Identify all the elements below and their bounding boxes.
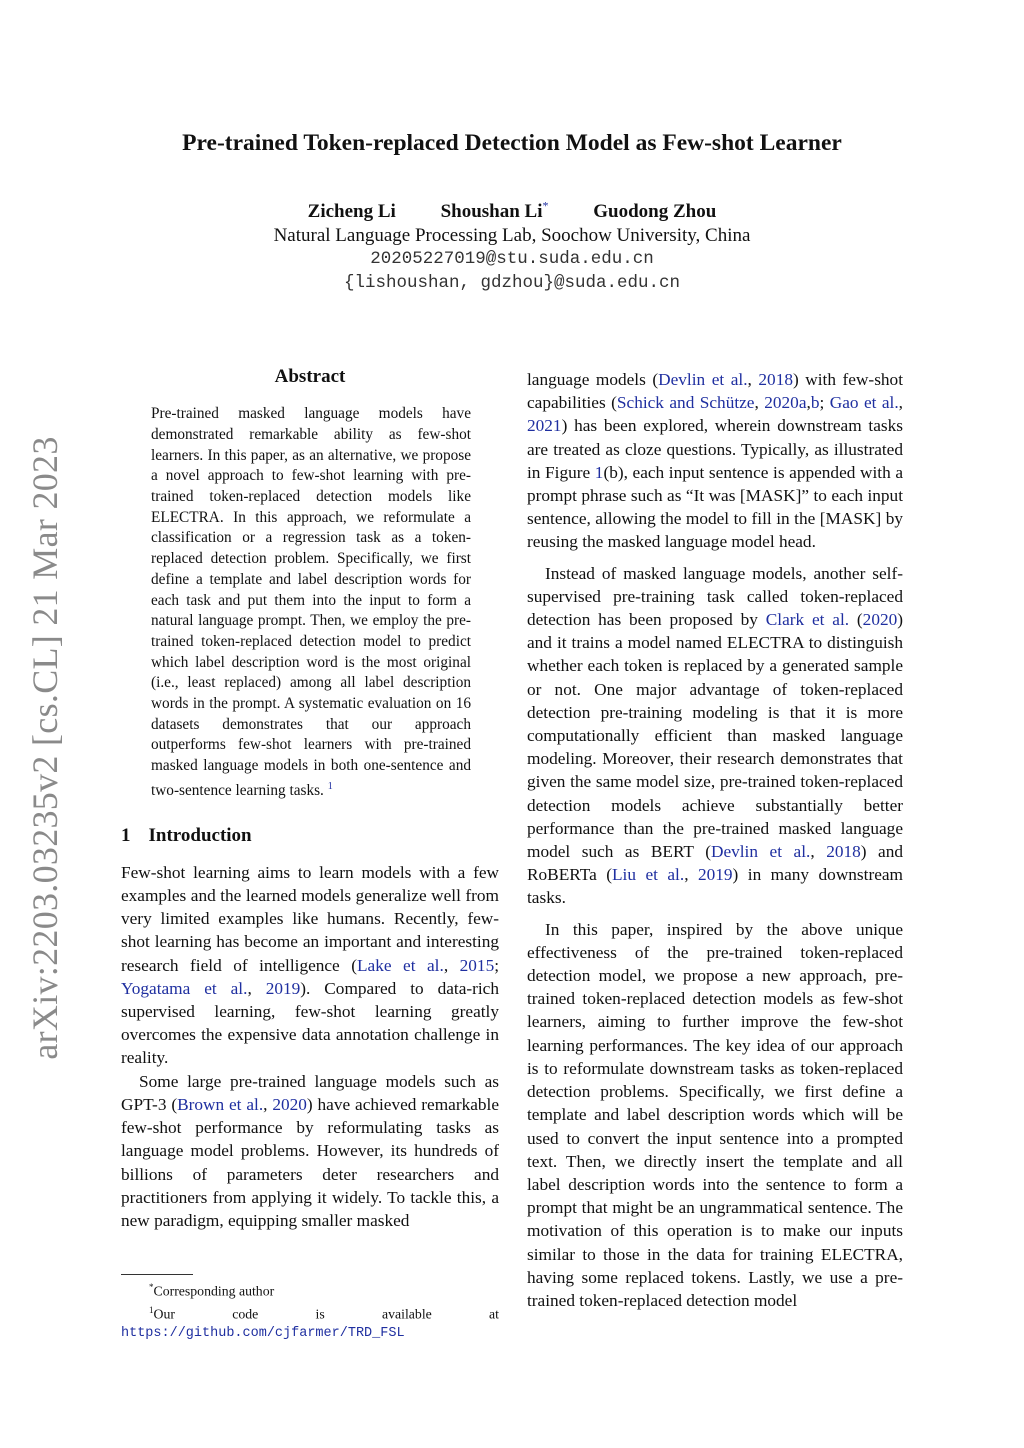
citation-link[interactable]: 2019 xyxy=(265,978,301,998)
citation-link[interactable]: Brown et al. xyxy=(177,1094,264,1114)
paragraph: In this paper, inspired by the above unique effectiveness of the pre-trained token-replaced detection model, we propose a new approach, pre-trained token-replaced detection models as few-shot learners, aiming to further improve the few-shot learning performances. The key idea of our approach is to reformulate downstream tasks as token-replaced detection problems. Specifically, we first define a template and label description words which will be used to convert the input sentence into a prompted text. Then, we directly insert the template and all label description words into the sentence to form a prompt that might be an ungrammatical sentence. The motivation of this operation is to make our inputs similar to those in the data for training ELECTRA, having some replaced tokens. Lastly, we use a pre-trained token-replaced detection model xyxy=(527,919,903,1310)
corresponding-mark: * xyxy=(542,199,549,213)
abstract-text: Pre-trained masked language models have demonstrated remarkable ability as few-shot learners. In this paper, as an alternative, we propose a novel approach to few-shot learning with pre-trained token-replaced detection models like ELECTRA. In this approach, we reformulate a classification or a regression task as a token-replaced detection problem. Specifically, we first define a template and label description words for each task and put them into the input to form a natural language prompt. Then, we employ the pre-trained token-replaced detection model to predict which label description word is the most original (i.e., least replaced) among all label description words in the prompt. A systematic evaluation on 16 datasets demonstrates that our approach outperforms few-shot learners with pre-trained masked language models in both one-sentence and two-sentence learning tasks. $^1$ xyxy=(151,405,471,799)
footnote: $^1$Our code is available at https://github.com/cjfarmer/TRD_FSL xyxy=(121,1304,499,1342)
author-list xyxy=(0,199,1024,223)
footnotes xyxy=(121,1274,499,1343)
author-name: Guodong Zhou xyxy=(593,201,717,223)
citation-link[interactable]: 2019 xyxy=(697,865,733,885)
paragraph: Instead of masked language models, another self-supervised pre-training task called token-replaced detection has been proposed by Clark et al. (2020) and it trains a model named ELECTRA to distinguish whether each token is replaced by a generated sample or not. One major advantage of token-replaced detection pre-training modeling is that it is more computationally efficient than masked language modeling. Moreover, their research demonstrates that given the same model size, pre-trained token-replaced detection models achieve substantially better performance than the pre-trained masked language model such as BERT (Devlin et al., 2018) and RoBERTa (Liu et al., 2019) in many downstream tasks. xyxy=(527,563,904,908)
author-email: 20205227019@stu.suda.edu.cn xyxy=(370,249,654,269)
code-url-link[interactable]: https://github.com/cjfarmer/TRD_FSL xyxy=(121,1326,405,1342)
author-name: Zicheng Li xyxy=(307,201,396,223)
right-column xyxy=(527,368,903,1312)
figure-ref-link[interactable]: 1 xyxy=(594,462,604,482)
citation-link[interactable]: Devlin et al. xyxy=(710,842,811,862)
citation-link[interactable]: b xyxy=(810,393,820,413)
citation-link[interactable]: 2018 xyxy=(826,842,861,862)
citation-link[interactable]: 2015 xyxy=(459,955,495,975)
citation-link[interactable]: 2020 xyxy=(272,1094,307,1114)
citation-link[interactable]: Devlin et al. xyxy=(658,370,748,389)
citation-link[interactable]: Gao et al. xyxy=(829,393,899,413)
author-email: {lishoushan, gdzhou}@suda.edu.cn xyxy=(343,273,681,293)
citation-link[interactable]: 2020 xyxy=(862,610,898,630)
citation-link[interactable]: Liu et al. xyxy=(611,865,685,885)
footnote-rule xyxy=(121,1274,193,1275)
paragraph: Some large pre-trained language models such as GPT-3 (Brown et al., 2020) have achieved remarkable few-shot performance by reformulating tasks as language model problems. However, its hundreds of billions of parameters deter researchers and practitioners from applying it widely. To tackle this, a new paradigm, equipping smaller masked xyxy=(121,1071,500,1230)
section-heading: 1 Introduction xyxy=(121,824,252,846)
citation-link[interactable]: Yogatama et al. xyxy=(121,978,248,998)
footnote-ref[interactable]: 1 xyxy=(327,780,333,792)
citation-link[interactable]: 2020a xyxy=(764,393,807,413)
citation-link[interactable]: Clark et al. xyxy=(765,610,850,630)
author-name: Shoushan Li* xyxy=(440,199,549,223)
citation-link[interactable]: 2021 xyxy=(527,416,562,436)
paper-title: Pre-trained Token-replaced Detection Model as Few-shot Learner xyxy=(182,130,842,156)
citation-link[interactable]: Schick and Schütze xyxy=(616,393,755,413)
paragraph: Few-shot learning aims to learn models with a few examples and the learned models generalize well from very limited examples like humans. Recently, few-shot learning has become an important and interesting research field of intelligence (Lake et al., 2015; Yogatama et al., 2019). Compared to data-rich supervised learning, few-shot learning greatly overcomes the expensive data annotation challenge in reality. xyxy=(121,862,500,1068)
footnote: *Corresponding author xyxy=(149,1282,275,1299)
citation-link[interactable]: Lake et al. xyxy=(357,955,444,975)
arxiv-identifier: arXiv:2203.03235v2 [cs.CL] 21 Mar 2023 xyxy=(25,436,65,1060)
paragraph: language models (Devlin et al., 2018) with few-shot capabilities (Schick and Schütze, 2020a,b; Gao et al., 2021) has been explored, wherein downstream tasks are treated as cloze questions. Typically, as illustrated in Figure 1(b), each input sentence is appended with a prompt phrase such as “It was [MASK]” to each input sentence, allowing the model to fill in the [MASK] by reusing the masked language model head. xyxy=(527,370,904,552)
citation-link[interactable]: 2018 xyxy=(758,370,793,389)
affiliation: Natural Language Processing Lab, Soochow University, China xyxy=(273,225,751,246)
left-column xyxy=(121,365,499,1232)
abstract-heading: Abstract xyxy=(274,366,346,387)
